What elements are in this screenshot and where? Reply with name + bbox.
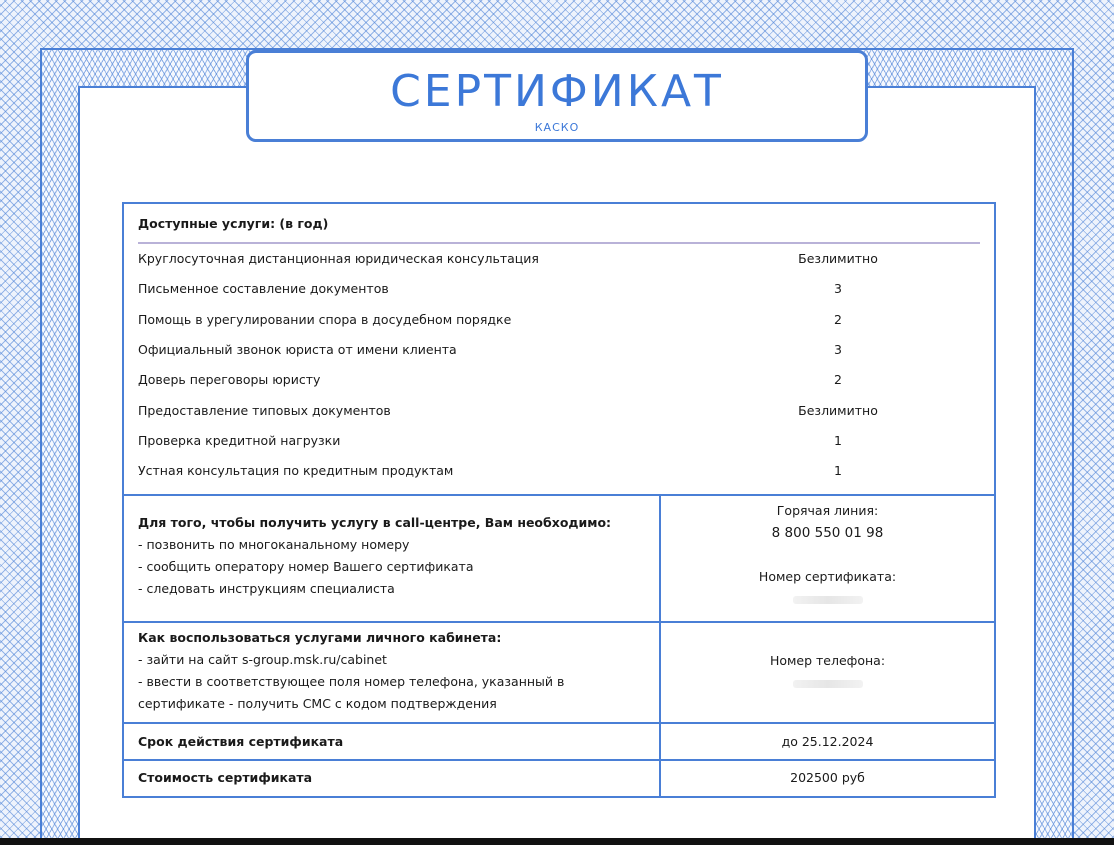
service-name: Доверь переговоры юристу [138, 372, 321, 387]
validity-label [138, 731, 343, 753]
cabinet-step: - ввести в соответствующее поля номер телефона, указанный в [138, 674, 565, 689]
hotline-label: Горячая линия: [776, 503, 879, 518]
callcenter-step: - сообщить оператору номер Вашего сертификата [138, 559, 474, 574]
phone-label: Номер телефона: [769, 653, 886, 668]
service-row [138, 403, 980, 423]
service-value: 1 [834, 463, 842, 478]
service-value: 2 [834, 372, 842, 387]
services-heading: Доступные услуги: (в год) [138, 216, 329, 231]
service-name: Письменное составление документов [138, 281, 389, 296]
service-value: Безлимитно [798, 403, 878, 418]
column-divider [659, 494, 661, 796]
phone-number-redacted [661, 672, 994, 694]
validity-label-text: Срок действия сертификата [138, 734, 344, 749]
callcenter-heading: Для того, чтобы получить услугу в call-центре, Вам необходимо: [138, 515, 612, 530]
service-name: Проверка кредитной нагрузки [138, 433, 341, 448]
cabinet-instructions [138, 627, 564, 715]
row-divider [124, 494, 994, 496]
price-label [138, 767, 312, 789]
service-row [138, 342, 980, 362]
price-label-text: Стоимость сертификата [138, 770, 313, 785]
service-name: Круглосуточная дистанционная юридическая консультация [138, 251, 539, 266]
callcenter-instructions [138, 512, 611, 600]
service-name: Устная консультация по кредитным продуктам [138, 463, 454, 478]
bottom-dark-bar [0, 838, 1114, 845]
service-value: 3 [834, 342, 842, 357]
service-row [138, 312, 980, 332]
service-value: 1 [834, 433, 842, 448]
certificate-subtitle: КАСКО [534, 121, 580, 134]
service-row [138, 281, 980, 301]
service-name: Официальный звонок юриста от имени клиента [138, 342, 457, 357]
certificate-number-label: Номер сертификата: [758, 569, 897, 584]
services-divider [138, 242, 980, 244]
row-divider [124, 722, 994, 724]
service-value: Безлимитно [798, 251, 878, 266]
service-name: Помощь в урегулировании спора в досудебном порядке [138, 312, 512, 327]
service-name: Предоставление типовых документов [138, 403, 391, 418]
cabinet-step: сертификате - получить СМС с кодом подтверждения [138, 696, 497, 711]
cabinet-step: - зайти на сайт s-group.msk.ru/cabinet [138, 652, 387, 667]
validity-value: до 25.12.2024 [781, 734, 874, 749]
price-value: 202500 руб [790, 770, 865, 785]
service-row [138, 251, 980, 271]
title-plate [246, 50, 868, 142]
certificate-table [122, 202, 996, 798]
service-row [138, 372, 980, 392]
certificate-title: СЕРТИФИКАТ [390, 66, 724, 117]
callcenter-step: - позвонить по многоканальному номеру [138, 537, 410, 552]
callcenter-step: - следовать инструкциям специалиста [138, 581, 395, 596]
certificate-number-redacted [661, 588, 994, 610]
cabinet-contacts [661, 650, 994, 694]
service-value: 2 [834, 312, 842, 327]
service-row [138, 433, 980, 453]
service-row [138, 463, 980, 483]
services-section [124, 204, 994, 494]
hotline-number: 8 800 550 01 98 [771, 525, 884, 541]
cabinet-heading: Как воспользоваться услугами личного кабинета: [138, 630, 502, 645]
service-value: 3 [834, 281, 842, 296]
row-divider [124, 621, 994, 623]
row-divider [124, 759, 994, 761]
callcenter-contacts [661, 500, 994, 610]
